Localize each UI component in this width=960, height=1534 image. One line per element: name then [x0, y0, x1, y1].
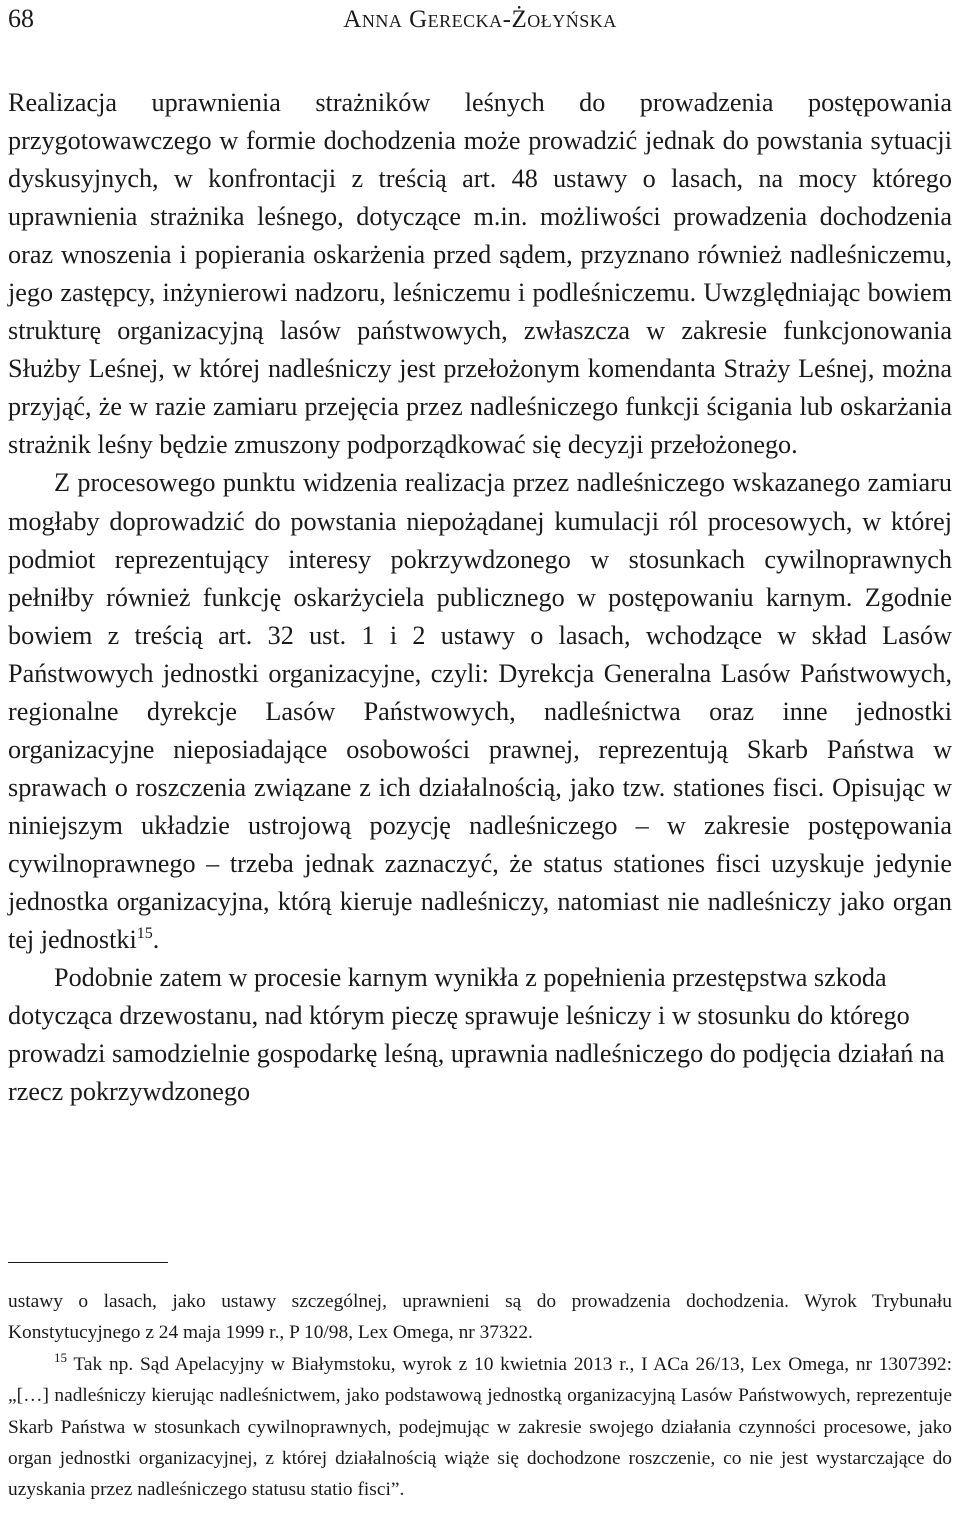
footnote-continuation: ustawy o lasach, jako ustawy szczególnej, uprawnieni są do prowadzenia dochodzenia. Wyrok Trybunału Konstytucyjnego z 24 maja 1999 r., P 10/98, Lex Omega, nr 37322. [8, 1291, 952, 1344]
page-number: 68 [8, 4, 34, 33]
footnotes [8, 1286, 952, 1506]
paragraph-1: Realizacja uprawnienia strażników leśnych do prowadzenia postępowania przygotowawczego w formie dochodzenia może prowadzić jednak do powstania sytuacji dyskusyjnych, w konfrontacji z treścią art. 48 ustawy o lasach, na mocy którego uprawnienia strażnika leśnego, dotyczące m.in. możliwości prowadzenia dochodzenia oraz wnoszenia i popierania oskarżenia przed sądem, przyznano również nadleśniczemu, jego zastępcy, inżynierowi nadzoru, leśniczemu i podleśniczemu. Uwzględniając bowiem strukturę organizacyjną lasów państwowych, zwłaszcza w zakresie funkcjonowania Służby Leśnej, w której nadleśniczy jest przełożonym komendanta Straży Leśnej, można przyjąć, że w razie zamiaru przejęcia przez nadleśniczego funkcji ścigania lub oskarżania strażnik leśny będzie zmuszony podporządkować się decyzji przełożonego. [8, 88, 952, 460]
page-header [8, 4, 952, 38]
footnote-15-number: 15 [54, 1349, 67, 1365]
running-head-author: Anna Gerecka-Żołyńska [343, 6, 617, 33]
paragraph-2-text: Z procesowego punktu widzenia realizacja przez nadleśniczego wskazanego zamiaru mogłaby doprowadzić do powstania niepożądanej kumulacji ról procesowych, w której podmiot reprezentujący interesy pokrzywdzonego w stosunkach cywilnoprawnych pełniłby również funkcję oskarżyciela publicznego w postępowaniu karnym. Zgodnie bowiem z treścią art. 32 ust. 1 i 2 ustawy o lasach, wchodzące w skład Lasów Państwowych jednostki organizacyjne, czyli: Dyrekcja Generalna Lasów Państwowych, regionalne dyrekcje Lasów Państwowych, nadleśnictwa oraz inne jednostki organizacyjne nieposiadające osobowości prawnej, reprezentują Skarb Państwa w sprawach o roszczenia związane z ich działalnością, jako tzw. stationes fisci. Opisując w niniejszym układzie ustrojową pozycję nadleśniczego – w zakresie postępowania cywilnoprawnego – trzeba jednak zaznaczyć, że status stationes fisci uzyskuje jedynie jednostka organizacyjna, którą kieruje nadleśniczy, natomiast nie nadleśniczy jako organ tej jednostki [8, 468, 952, 955]
main-text [8, 84, 952, 1111]
paragraph-3: Podobnie zatem w procesie karnym wynikła z popełnienia przestępstwa szkoda dotycząca drzewostanu, nad którym pieczę sprawuje leśniczy i w stosunku do którego prowadzi samodzielnie gospodarkę leśną, uprawnia nadleśniczego do podjęcia działań na rzecz pokrzywdzonego [8, 963, 945, 1107]
footnote-divider [8, 1262, 168, 1263]
footnote-ref-15[interactable]: 15 [136, 925, 153, 943]
footnote-15-text: Tak np. Sąd Apelacyjny w Białymstoku, wyrok z 10 kwietnia 2013 r., I ACa 26/13, Lex Omega, nr 1307392: „[…] nadleśniczy kierując nadleśnictwem, jako podstawową jednostką organizacyjną Lasów Państwowych, reprezentuje Skarb Państwa w stosunkach cywilnoprawnych, podejmując w zakresie swojego działania czynności procesowe, jako organ jednostki organizacyjnej, z której działalnością wiąże się dochodzone roszczenie, co nie jest wystarczające do uzyskania przez nadleśniczego statusu statio fisci”. [8, 1353, 952, 1501]
paragraph-2-end: . [152, 925, 160, 955]
paragraph-2 [8, 464, 952, 959]
footnote-15 [8, 1349, 952, 1506]
